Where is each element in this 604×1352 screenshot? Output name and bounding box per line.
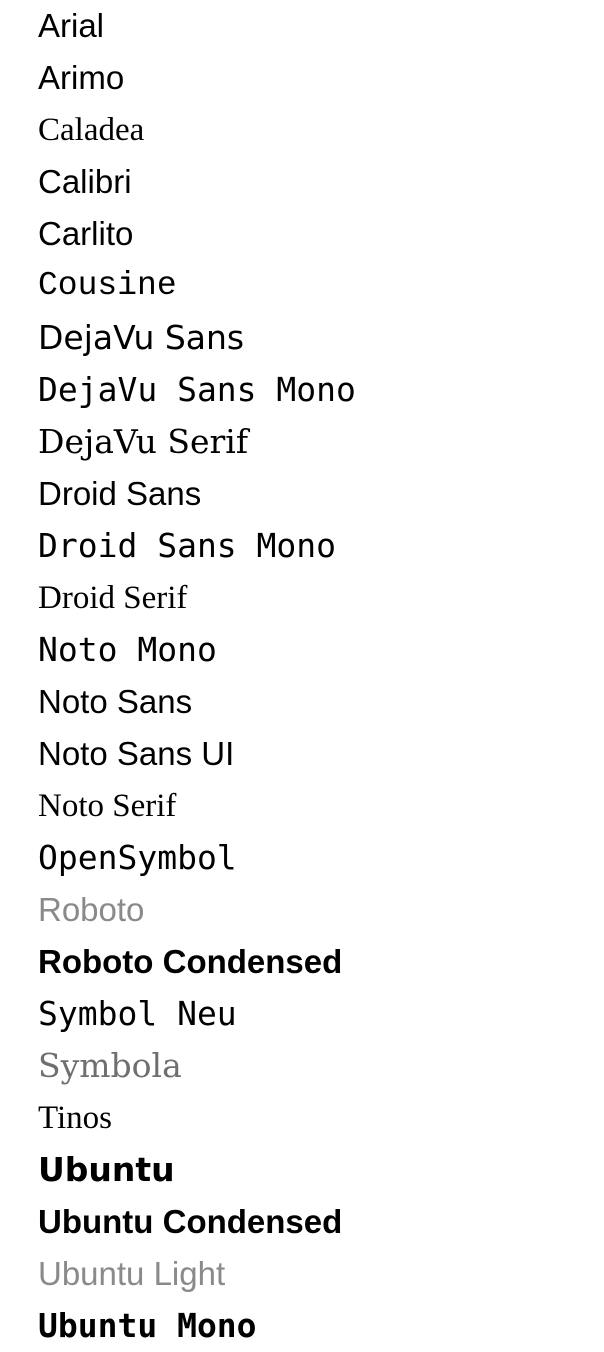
font-list-item[interactable]: Noto Sans UI xyxy=(38,735,235,772)
font-list-item[interactable]: Calibri xyxy=(38,163,132,200)
font-list-item[interactable]: OpenSymbol xyxy=(38,838,237,877)
font-list-item[interactable]: Noto Serif xyxy=(38,788,177,824)
font-list-item[interactable]: Droid Serif xyxy=(38,580,188,616)
font-list-item[interactable]: Symbol Neu xyxy=(38,994,237,1033)
font-list-item[interactable]: Symbola xyxy=(38,1046,182,1085)
font-list-item[interactable]: DejaVu Sans xyxy=(38,318,245,357)
font-list-item[interactable]: Droid Sans xyxy=(38,475,202,512)
font-list-item[interactable]: Ubuntu xyxy=(38,1150,175,1189)
font-list-item[interactable]: Tinos xyxy=(38,1100,113,1136)
font-list-item[interactable]: DejaVu Serif xyxy=(38,422,249,461)
font-list-item[interactable]: Droid Sans Mono xyxy=(38,526,337,565)
font-list-item[interactable]: DejaVu Sans Mono xyxy=(38,370,356,409)
font-list-item[interactable]: Arial xyxy=(38,7,105,44)
font-list-item[interactable]: Roboto Condensed xyxy=(38,943,343,980)
font-list-item[interactable]: Caladea xyxy=(38,112,145,148)
font-list-item[interactable]: Roboto xyxy=(38,891,145,928)
font-list-item[interactable]: Ubuntu Light xyxy=(38,1255,226,1292)
font-list-item[interactable]: Noto Mono xyxy=(38,630,217,669)
font-list-item[interactable]: Carlito xyxy=(38,215,134,252)
font-list-item[interactable]: Cousine xyxy=(38,267,177,304)
font-list-item[interactable]: Ubuntu Mono xyxy=(38,1306,257,1345)
font-list-item[interactable]: Arimo xyxy=(38,59,125,96)
font-list-item[interactable]: Noto Sans xyxy=(38,683,193,720)
font-list-item[interactable]: Ubuntu Condensed xyxy=(38,1203,343,1240)
